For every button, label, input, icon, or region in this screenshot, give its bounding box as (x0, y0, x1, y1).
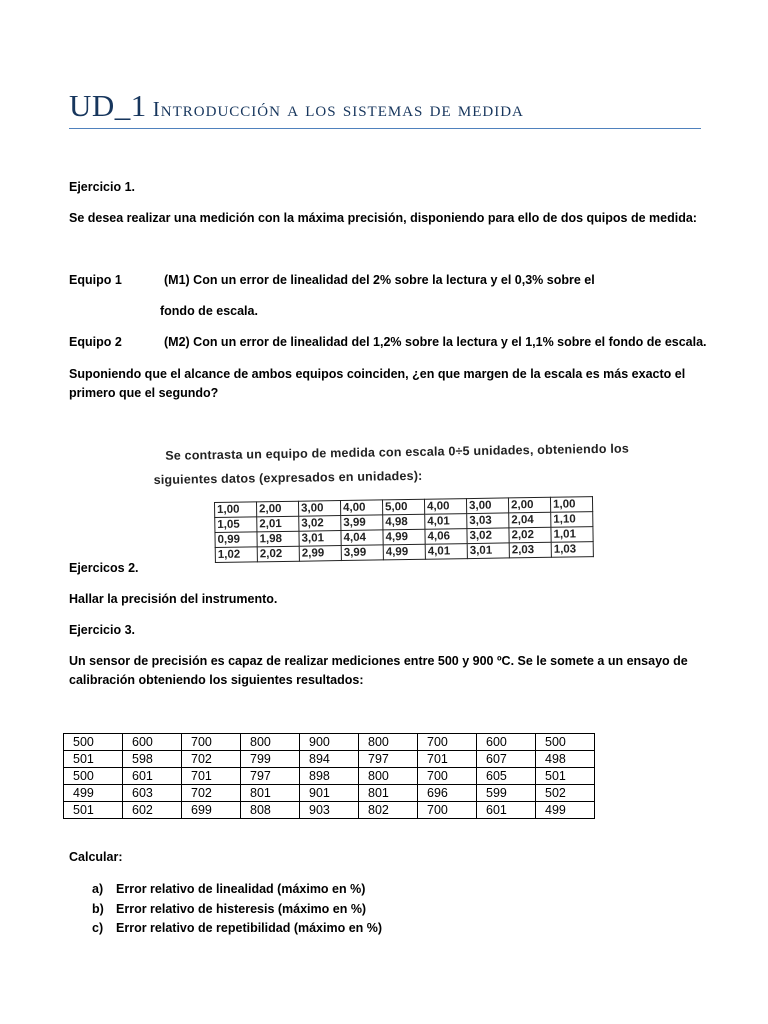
table-cell: 801 (359, 785, 418, 802)
list-marker: c) (92, 921, 104, 935)
table-cell: 598 (123, 751, 182, 768)
page-title (69, 88, 701, 124)
exercise-1-intro: Se desea realizar una medición con la máxima precisión, disponiendo para ello de dos quipos de medida: (69, 211, 697, 225)
exercise-3-text-line-2: calibración obteniendo los siguientes resultados: (69, 673, 364, 687)
title-underline (69, 128, 701, 129)
scan-table-cell: 2,00 (256, 501, 298, 517)
table-cell: 601 (123, 768, 182, 785)
scan-table-cell: 4,00 (340, 500, 382, 516)
scan-table-cell: 3,02 (299, 516, 341, 532)
table-cell: 603 (123, 785, 182, 802)
scan-table-cell: 4,00 (424, 499, 466, 515)
scan-table-cell: 4,04 (341, 530, 383, 546)
scanned-data-image (153, 432, 655, 570)
scan-table-cell: 0,99 (215, 532, 257, 548)
table-row (64, 785, 595, 802)
scan-table-cell: 4,01 (425, 514, 467, 530)
table-cell: 702 (182, 751, 241, 768)
table-row (64, 734, 595, 751)
table-cell: 499 (536, 802, 595, 819)
scan-table-cell: 3,02 (467, 528, 509, 544)
table-cell: 501 (536, 768, 595, 785)
table-cell: 696 (418, 785, 477, 802)
table-cell: 499 (64, 785, 123, 802)
scan-table-cell: 1,10 (551, 512, 593, 528)
list-item-text: Error relativo de repetibilidad (máximo en %) (116, 921, 383, 935)
table-cell: 701 (418, 751, 477, 768)
list-item-text: Error relativo de linealidad (máximo en %) (116, 882, 366, 896)
table-cell: 800 (359, 768, 418, 785)
table-cell: 500 (64, 768, 123, 785)
exercise-1-question-line-2: primero que el segundo? (69, 386, 219, 400)
scan-table-cell: 1,01 (551, 527, 593, 543)
scan-table-cell: 2,01 (257, 516, 299, 532)
table-cell: 700 (418, 734, 477, 751)
scan-table-cell: 3,03 (467, 513, 509, 529)
equipment-1-text: (M1) Con un error de linealidad del 2% sobre la lectura y el 0,3% sobre el (164, 273, 595, 287)
table-row (64, 768, 595, 785)
exercise-3-heading: Ejercicio 3. (69, 623, 136, 637)
table-cell: 502 (536, 785, 595, 802)
scan-table-cell: 1,00 (214, 502, 256, 518)
scan-table-cell: 3,01 (299, 531, 341, 547)
table-cell: 701 (182, 768, 241, 785)
table-cell: 802 (359, 802, 418, 819)
list-item (92, 900, 382, 920)
exercise-1-question-line-1: Suponiendo que el alcance de ambos equipos coinciden, ¿en que margen de la escala es más exacto el (69, 367, 686, 381)
list-item-text: Error relativo de histeresis (máximo en %) (116, 901, 367, 916)
table-cell: 498 (536, 751, 595, 768)
equipment-2-label: Equipo 2 (69, 335, 122, 349)
table-cell: 607 (477, 751, 536, 768)
scan-table-cell: 3,99 (341, 515, 383, 531)
table-cell: 700 (182, 734, 241, 751)
scan-table-cell: 2,00 (508, 497, 550, 513)
table-cell: 894 (300, 751, 359, 768)
equipment-1-label: Equipo 1 (69, 273, 122, 287)
calculation-list (92, 880, 382, 939)
list-marker: a) (92, 882, 104, 896)
scan-table-cell: 4,99 (383, 529, 425, 545)
list-item (92, 919, 382, 939)
table-cell: 799 (241, 751, 300, 768)
exercise-2-heading: Ejercicos 2. (69, 561, 139, 575)
scan-table-cell: 4,99 (383, 544, 425, 560)
scan-table-cell: 4,06 (425, 529, 467, 545)
calculate-heading: Calcular: (69, 850, 123, 864)
table-cell: 501 (64, 802, 123, 819)
table-cell: 808 (241, 802, 300, 819)
scan-table-cell: 3,00 (466, 498, 508, 514)
exercise-2-text: Hallar la precisión del instrumento. (69, 592, 278, 606)
calibration-results-table (63, 733, 595, 819)
equipment-1-text-continued: fondo de escala. (160, 304, 258, 318)
list-marker: b) (92, 901, 104, 916)
scan-table-cell: 1,05 (215, 517, 257, 533)
table-cell: 801 (241, 785, 300, 802)
table-cell: 903 (300, 802, 359, 819)
title-unit: UD_1 (69, 88, 147, 123)
scan-table-cell: 4,01 (425, 544, 467, 560)
table-cell: 700 (418, 802, 477, 819)
table-cell: 600 (123, 734, 182, 751)
table-cell: 605 (477, 768, 536, 785)
scan-table-cell: 1,98 (257, 531, 299, 547)
table-cell: 901 (300, 785, 359, 802)
table-cell: 702 (182, 785, 241, 802)
table-cell: 898 (300, 768, 359, 785)
table-cell: 800 (241, 734, 300, 751)
scan-data-table (214, 496, 594, 563)
scan-table-cell: 2,04 (509, 512, 551, 528)
table-cell: 501 (64, 751, 123, 768)
table-cell: 599 (477, 785, 536, 802)
table-row (64, 751, 595, 768)
scan-table-cell: 3,00 (298, 501, 340, 517)
scan-table-cell: 2,99 (299, 546, 341, 562)
scan-table-cell: 1,02 (215, 547, 257, 563)
table-cell: 602 (123, 802, 182, 819)
title-text: Introducción a los sistemas de medida (152, 97, 524, 121)
list-item (92, 880, 382, 900)
scan-table-cell: 2,02 (257, 546, 299, 562)
table-cell: 797 (241, 768, 300, 785)
scan-table-cell: 1,00 (550, 497, 592, 513)
scan-table-cell: 3,99 (341, 545, 383, 561)
table-cell: 900 (300, 734, 359, 751)
scan-table-cell: 3,01 (467, 543, 509, 559)
table-cell: 800 (359, 734, 418, 751)
table-row (64, 802, 595, 819)
table-cell: 600 (477, 734, 536, 751)
scan-table-cell: 5,00 (382, 499, 424, 515)
table-cell: 500 (64, 734, 123, 751)
scan-caption-line-2: siguientes datos (expresados en unidades): (153, 468, 423, 487)
table-cell: 699 (182, 802, 241, 819)
table-cell: 601 (477, 802, 536, 819)
table-cell: 500 (536, 734, 595, 751)
scan-table-cell: 2,03 (509, 542, 551, 558)
exercise-1-heading: Ejercicio 1. (69, 180, 136, 194)
equipment-2-text: (M2) Con un error de linealidad del 1,2% sobre la lectura y el 1,1% sobre el fondo de escala. (164, 335, 707, 349)
scan-table-cell: 2,02 (509, 527, 551, 543)
scan-table-cell: 1,03 (551, 542, 593, 558)
exercise-3-text-line-1: Un sensor de precisión es capaz de realizar mediciones entre 500 y 900 ºC. Se le somete a un ensayo de (69, 654, 688, 668)
scan-table-cell: 4,98 (383, 514, 425, 530)
table-cell: 700 (418, 768, 477, 785)
table-cell: 797 (359, 751, 418, 768)
scan-caption-line-1: Se contrasta un equipo de medida con escala 0÷5 unidades, obteniendo los (165, 441, 630, 463)
